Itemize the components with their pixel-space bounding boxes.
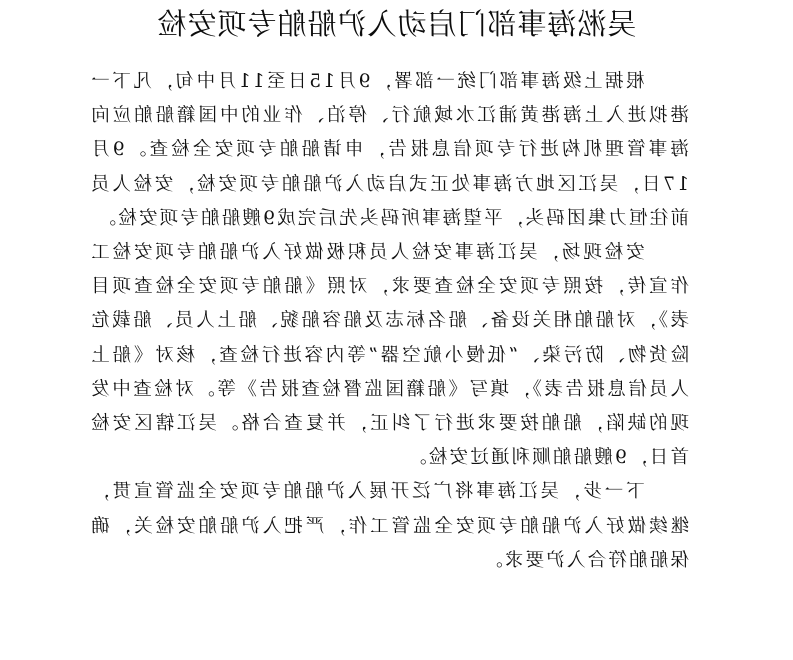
page-title: 吴淞海事部门启动入沪船舶专项安检: [156, 7, 637, 41]
paragraph-3: 下一步，吴江海事将广泛开展入沪船舶专项安全监管宣贯，继续做好入沪船舶专项安全监管工作，严把入沪船舶安检关，确保船舶符合入沪要求。: [89, 481, 689, 571]
paragraph-2: 安检现场，吴江海事安检人员积极做好入沪船舶专项安检工作宣传，按照专项安全检查要求，对照《船舶专项安全检查项目表》，对船舶相关设备、船名标志及船容船貌、船上人员、船载危险货物、防污染、“低慢小航空器”等内容进行检查，核对《船上人员信息报告表》，填写《船籍国监督检查报告》等。对检查中发现的缺陷，船舶按要求进行了纠正，并复查合格。吴江辖区安检首日，9艘船舶顺利通过安检。: [89, 242, 689, 469]
article-body: [89, 65, 689, 578]
paragraph-1: 根据上级海事部门统一部署，9月15日至11月中旬，凡下一港拟进入上海港黄浦江水域航行、停泊、作业的中国籍船舶应向海事管理机构进行专项信息报告，申请船舶专项安全检查。9月17日，吴江区地方海事处正式启动入沪船舶专项安检，安检人员前往恒力集团码头，平望海事所码头先后完成9艘船舶专项安检。: [89, 71, 689, 229]
